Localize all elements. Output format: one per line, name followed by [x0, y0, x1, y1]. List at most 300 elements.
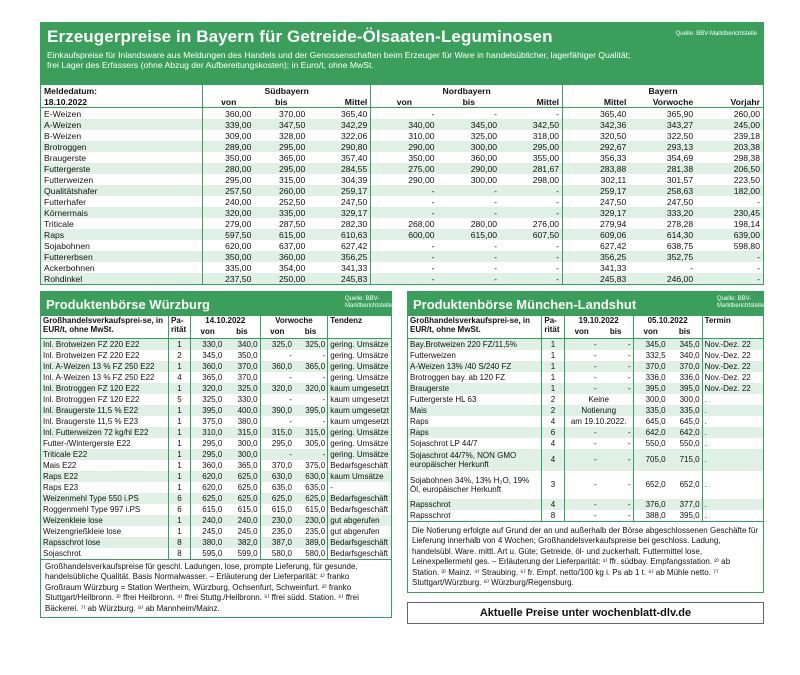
price-cell: 340,0	[668, 350, 702, 361]
product-name: Sojaschrot 44/7%, NON GMO europäischer Herkunft	[408, 449, 542, 471]
table-row	[41, 218, 763, 229]
price-cell: 395,0	[294, 405, 328, 416]
price-cell: 335,00	[203, 262, 255, 273]
price-cell: -	[438, 262, 501, 273]
price-cell: 375,0	[294, 460, 328, 471]
price-cell: 345,0	[191, 350, 225, 361]
price-cell: 342,50	[500, 119, 563, 130]
muenchen-title: Produktenbörse München-Landshut	[413, 297, 637, 312]
price-cell: 356,25	[563, 251, 630, 262]
product-name: Triticale E22	[41, 449, 169, 460]
erzeugerpreise-panel	[40, 22, 764, 285]
table-row	[41, 152, 763, 163]
price-cell: 281,38	[629, 163, 696, 174]
price-cell: 258,63	[629, 185, 696, 196]
product-name: Rohdinkel	[41, 273, 203, 284]
price-cell: 320,0	[260, 383, 294, 394]
price-cell: 625,0	[260, 493, 294, 504]
price-cell: 550,0	[633, 438, 667, 449]
price-cell: 280,00	[203, 163, 255, 174]
product-name: E-Weizen	[41, 108, 203, 120]
price-cell: 278,28	[629, 218, 696, 229]
price-cell: 298,00	[500, 174, 563, 185]
price-cell: 395,0	[633, 383, 667, 394]
price-cell: 320,50	[563, 130, 630, 141]
price-cell: 350,00	[203, 251, 255, 262]
table-row	[41, 537, 391, 548]
price-cell: -	[599, 427, 633, 438]
table-row	[408, 394, 763, 405]
price-cell: -	[260, 416, 294, 427]
price-cell: -	[438, 207, 501, 218]
product-name: B-Weizen	[41, 130, 203, 141]
price-cell: 597,50	[203, 229, 255, 240]
status-cell: gering. Umsätze	[328, 427, 391, 438]
table-row	[41, 273, 763, 284]
price-cell: 370,0	[224, 361, 260, 372]
product-name: Futtergerste	[41, 163, 203, 174]
status-cell: .	[702, 449, 763, 471]
price-cell: 2	[542, 405, 564, 416]
table-row	[41, 460, 391, 471]
wuerzburg-date-header: 14.10.2022	[191, 316, 261, 327]
status-cell: -	[328, 482, 391, 493]
price-cell: -	[500, 185, 563, 196]
status-cell: gering. Umsätze	[328, 361, 391, 372]
price-cell: 627,42	[308, 240, 371, 251]
price-cell: 290,00	[438, 163, 501, 174]
price-cell: 295,0	[191, 438, 225, 449]
price-cell: 259,17	[308, 185, 371, 196]
price-cell: 360,0	[260, 361, 294, 372]
product-name: Rapsschrot	[408, 499, 542, 510]
product-name: Raps E22	[41, 471, 169, 482]
price-cell: 360,00	[254, 251, 308, 262]
status-cell: gering. Umsätze	[328, 438, 391, 449]
aktuelle-preise-link[interactable]: Aktuelle Preise unter wochenblatt-dlv.de	[407, 602, 764, 624]
price-cell: 310,00	[371, 130, 438, 141]
table-row	[41, 108, 763, 120]
product-name: Raps	[41, 229, 203, 240]
muenchen-source: Quelle: BBV-Marktberichtstelle	[717, 296, 765, 309]
col-header: Mittel	[308, 96, 371, 108]
erzeugerpreise-description: Einkaufspreise für Inlandsware aus Meldungen des Handels und der Genossenschaften beim Erzeuger für Ware in handelsüblicher, lagerfähiger Qualität; frei Lager des Erfassers (ohne Abzug der Aufbereitungskosten); in Euro/t, ohne MwSt.	[47, 50, 631, 70]
col-von: von	[191, 327, 225, 339]
table-row	[41, 339, 391, 351]
price-cell: 365,40	[563, 108, 630, 120]
product-name: Weizenkleie lose	[41, 515, 169, 526]
price-cell: -	[294, 449, 328, 460]
product-name: Futtergerste HL 63	[408, 394, 542, 405]
price-cell: 615,0	[191, 504, 225, 515]
price-cell: 370,0	[224, 372, 260, 383]
price-cell: 1	[542, 350, 564, 361]
price-cell: 1	[169, 471, 191, 482]
product-name: Raps	[408, 416, 542, 427]
price-cell: -	[564, 499, 598, 510]
product-name: Roggenmehl Type 997 i.PS	[41, 504, 169, 515]
price-cell: 1	[542, 372, 564, 383]
price-cell: 4	[542, 449, 564, 471]
price-cell: 280,00	[438, 218, 501, 229]
price-cell: 342,29	[308, 119, 371, 130]
price-cell: 260,00	[254, 185, 308, 196]
price-cell: 8	[169, 537, 191, 548]
price-cell: 382,0	[224, 537, 260, 548]
product-name: Sojabohnen 34%, 13% H₂O, 19% Öl, europäischer Herkunft	[408, 471, 542, 499]
erzeugerpreise-source: Quelle: BBV-Marktberichtstelle	[675, 31, 757, 37]
product-name: Sojabohnen	[41, 240, 203, 251]
price-cell: 395,0	[668, 383, 702, 394]
product-name: Inl. Braugerste 11,5 % E22	[41, 405, 169, 416]
price-cell: 2	[169, 350, 191, 361]
price-cell: 4	[169, 372, 191, 383]
table-row	[408, 427, 763, 438]
product-name: Qualitätshafer	[41, 185, 203, 196]
status-cell: .	[702, 499, 763, 510]
price-cell: 320,0	[294, 383, 328, 394]
price-cell: 223,50	[696, 174, 763, 185]
wuerzburg-title: Produktenbörse Würzburg	[46, 297, 210, 312]
price-cell: -	[696, 262, 763, 273]
price-cell: -	[564, 438, 598, 449]
table-row	[41, 130, 763, 141]
table-row	[41, 361, 391, 372]
table-row	[41, 548, 391, 559]
price-cell: 322,06	[308, 130, 371, 141]
table-row	[408, 361, 763, 372]
table-row	[408, 449, 763, 471]
price-cell: 268,00	[371, 218, 438, 229]
muenchen-table	[408, 316, 763, 521]
status-cell: .	[702, 438, 763, 449]
price-cell: 637,00	[254, 240, 308, 251]
price-cell: 580,0	[260, 548, 294, 559]
price-cell: 550,0	[668, 438, 702, 449]
product-name: Mais E22	[41, 460, 169, 471]
table-row	[41, 251, 763, 262]
product-name: Sojaschrot	[41, 548, 169, 559]
price-cell: am 19.10.2022.	[564, 416, 633, 427]
price-cell: 330,0	[224, 394, 260, 405]
price-cell: 293,13	[629, 141, 696, 152]
price-cell: -	[371, 108, 438, 120]
price-cell: 4	[542, 416, 564, 427]
price-cell: 298,38	[696, 152, 763, 163]
price-cell: 365,0	[294, 361, 328, 372]
erzeugerpreise-table	[41, 85, 763, 284]
table-row	[408, 350, 763, 361]
table-row	[41, 185, 763, 196]
group-nordbayern: Nordbayern	[371, 85, 563, 96]
muenchen-termin-header: Termin	[702, 316, 763, 339]
price-cell: -	[260, 372, 294, 383]
price-cell: 203,38	[696, 141, 763, 152]
price-cell: 250,00	[254, 273, 308, 284]
price-cell: -	[599, 449, 633, 471]
price-cell: 325,0	[191, 394, 225, 405]
price-cell: 320,0	[191, 383, 225, 394]
price-cell: 300,00	[438, 141, 501, 152]
price-cell: 335,0	[668, 405, 702, 416]
product-name: A-Weizen 13% /40 S/240 FZ	[408, 361, 542, 372]
price-cell: 615,0	[294, 504, 328, 515]
price-cell: 309,00	[203, 130, 255, 141]
product-name: Futterhafer	[41, 196, 203, 207]
price-cell: 328,00	[254, 130, 308, 141]
table-row	[41, 504, 391, 515]
muenchen-header	[408, 292, 763, 316]
price-cell: 625,0	[224, 471, 260, 482]
price-cell: 350,00	[371, 152, 438, 163]
price-cell: 336,0	[633, 372, 667, 383]
table-row	[41, 174, 763, 185]
price-cell: -	[564, 361, 598, 372]
price-cell: 345,00	[438, 119, 501, 130]
price-cell: -	[438, 240, 501, 251]
erzeugerpreise-title: Erzeugerpreise in Bayern für Getreide-Ölsaaten-Leguminosen	[47, 27, 553, 46]
price-cell: 245,0	[224, 526, 260, 537]
price-cell: -	[500, 196, 563, 207]
price-cell: -	[260, 350, 294, 361]
price-cell: 295,0	[191, 449, 225, 460]
price-cell: 370,0	[260, 460, 294, 471]
price-cell: 365,0	[224, 460, 260, 471]
price-cell: 615,00	[254, 229, 308, 240]
price-cell: 295,0	[260, 438, 294, 449]
price-cell: 2	[542, 394, 564, 405]
status-cell: gering. Umsätze	[328, 350, 391, 361]
price-cell: 281,67	[500, 163, 563, 174]
table-row	[41, 240, 763, 251]
price-cell: 1	[169, 416, 191, 427]
price-cell: 580,0	[294, 548, 328, 559]
price-cell: 1	[169, 427, 191, 438]
price-cell: 300,00	[438, 174, 501, 185]
price-cell: 305,0	[294, 438, 328, 449]
price-cell: 300,0	[224, 449, 260, 460]
price-cell: 276,00	[500, 218, 563, 229]
price-cell: 300,0	[224, 438, 260, 449]
muenchen-prev-header: 05.10.2022	[633, 316, 702, 327]
price-cell: 625,0	[191, 493, 225, 504]
table-row	[41, 119, 763, 130]
price-cell: 352,75	[629, 251, 696, 262]
table-row	[408, 372, 763, 383]
price-cell: 300,0	[633, 394, 667, 405]
price-cell: 295,00	[254, 163, 308, 174]
price-cell: 206,50	[696, 163, 763, 174]
price-cell: 630,0	[294, 471, 328, 482]
price-cell: 342,36	[563, 119, 630, 130]
price-cell: 1	[542, 361, 564, 372]
product-name: Sojaschrot LP 44/7	[408, 438, 542, 449]
price-cell: -	[599, 499, 633, 510]
price-cell: 1	[169, 339, 191, 351]
price-cell: 652,0	[668, 471, 702, 499]
price-cell: -	[371, 207, 438, 218]
product-name: Rapsschrot lose	[41, 537, 169, 548]
price-cell: 354,69	[629, 152, 696, 163]
price-cell: -	[438, 251, 501, 262]
price-cell: 360,00	[203, 108, 255, 120]
table-row	[41, 482, 391, 493]
price-cell: -	[371, 262, 438, 273]
table-row	[408, 471, 763, 499]
meldedatum-label: Meldedatum:	[44, 85, 97, 96]
product-name: Inl. Futterweizen 72 kg/hl E22	[41, 427, 169, 438]
price-cell: 310,0	[191, 427, 225, 438]
price-cell: 357,40	[308, 152, 371, 163]
wuerzburg-prev-header: Vorwoche	[260, 316, 328, 327]
price-cell: -	[260, 449, 294, 460]
group-bayern: Bayern	[563, 85, 763, 96]
price-cell: 6	[169, 504, 191, 515]
table-row	[41, 196, 763, 207]
price-cell: -	[599, 510, 633, 521]
product-name: Weizengrießkleie lose	[41, 526, 169, 537]
price-cell: 295,00	[254, 141, 308, 152]
status-cell: kaum umgesetzt	[328, 416, 391, 427]
price-cell: -	[564, 372, 598, 383]
price-cell: 239,18	[696, 130, 763, 141]
wuerzburg-header	[41, 292, 391, 316]
price-cell: 230,0	[260, 515, 294, 526]
price-cell: 1	[169, 383, 191, 394]
product-name: Inl. Brotweizen FZ 220 E22	[41, 350, 169, 361]
price-cell: 705,0	[633, 449, 667, 471]
price-cell: 388,0	[633, 510, 667, 521]
price-cell: 304,39	[308, 174, 371, 185]
status-cell: kaum umgesetzt	[328, 394, 391, 405]
price-cell: 360,00	[438, 152, 501, 163]
price-cell: 1	[169, 405, 191, 416]
price-cell: 240,0	[191, 515, 225, 526]
price-cell: -	[500, 207, 563, 218]
status-cell: .	[702, 405, 763, 416]
price-cell: 240,0	[224, 515, 260, 526]
price-cell: -	[371, 240, 438, 251]
price-cell: 1	[542, 339, 564, 351]
status-cell: Nov.-Dez. 22	[702, 350, 763, 361]
price-cell: 1	[169, 482, 191, 493]
price-cell: -	[696, 251, 763, 262]
price-cell: 377,0	[668, 499, 702, 510]
table-row	[41, 383, 391, 394]
price-cell: 320,00	[203, 207, 255, 218]
status-cell: gering. Umsätze	[328, 372, 391, 383]
table-row	[408, 339, 763, 351]
price-cell: 333,20	[629, 207, 696, 218]
price-cell: -	[371, 185, 438, 196]
table-row	[408, 383, 763, 394]
price-cell: 329,17	[308, 207, 371, 218]
price-cell: 230,45	[696, 207, 763, 218]
col-header: von	[203, 96, 255, 108]
price-cell: 607,50	[500, 229, 563, 240]
price-cell: 620,00	[203, 240, 255, 251]
status-cell: .	[702, 510, 763, 521]
price-cell: 360,0	[191, 460, 225, 471]
wuerzburg-note: Großhandelsverkaufspreise für geschl. Ladungen, lose, prompte Lieferung, für gesunde, handelsübliche Qualität. Basis Normalwasser. – Erläuterung der Lieferparität: ¹⁾ franko Großraum Würzburg = Station Wertheim, Würzburg, Ochsenfurt, Schweinfurt. ²⁾ franko Stuttgart/Heilbronn. ³⁾ ffrei Heilbronn. ⁴⁾ ffrei Stuttg./Heilbronn. ⁵⁾ ffrei südd. Station. ⁶⁾ ffrei Bäckerei. ⁷⁾ ab Würzburg. ⁸⁾ ab Mannheim/Mainz.	[41, 559, 391, 617]
price-cell: -	[500, 273, 563, 284]
price-cell: Keine	[564, 394, 633, 405]
price-cell: 282,30	[308, 218, 371, 229]
price-cell: 400,0	[224, 405, 260, 416]
price-cell: 341,33	[563, 262, 630, 273]
col-bis: bis	[224, 327, 260, 339]
price-cell: -	[564, 339, 598, 351]
price-cell: -	[260, 394, 294, 405]
price-cell: 235,0	[294, 526, 328, 537]
status-cell: Bedarfsgeschäft	[328, 460, 391, 471]
price-cell: 1	[169, 460, 191, 471]
product-name: Futterweizen	[41, 174, 203, 185]
status-cell: gut abgerufen	[328, 515, 391, 526]
table-row	[41, 405, 391, 416]
product-name: Inl. Brotweizen FZ 220 E22	[41, 339, 169, 351]
price-cell: 375,0	[191, 416, 225, 427]
price-cell: 395,0	[191, 405, 225, 416]
price-cell: 283,88	[563, 163, 630, 174]
product-name: Braugerste	[41, 152, 203, 163]
price-cell: -	[294, 372, 328, 383]
price-cell: 5	[169, 394, 191, 405]
col-header: bis	[438, 96, 501, 108]
price-cell: 315,00	[254, 174, 308, 185]
table-row	[41, 416, 391, 427]
table-row	[41, 493, 391, 504]
product-name: Inl. Braugerste 11,5 % E23	[41, 416, 169, 427]
price-cell: 240,00	[203, 196, 255, 207]
price-cell: -	[564, 449, 598, 471]
price-cell: 715,0	[668, 449, 702, 471]
col-header: Mittel	[563, 96, 630, 108]
price-cell: 390,0	[260, 405, 294, 416]
price-cell: -	[294, 416, 328, 427]
price-cell: 615,0	[260, 504, 294, 515]
price-cell: 1	[169, 361, 191, 372]
table-row	[41, 515, 391, 526]
price-cell: 620,0	[191, 471, 225, 482]
price-cell: 279,94	[563, 218, 630, 229]
price-cell: 599,0	[224, 548, 260, 559]
price-cell: 300,0	[668, 394, 702, 405]
price-cell: 365,40	[308, 108, 371, 120]
price-cell: -	[500, 108, 563, 120]
erzeugerpreise-header	[41, 23, 763, 85]
price-cell: 625,0	[224, 493, 260, 504]
price-cell: 595,0	[191, 548, 225, 559]
muenchen-note: Die Notierung erfolgte auf Grund der an und außerhalb der Börse abgeschlossenen Geschäfte für Lieferung innerhalb von 4 Wochen; Großhandelsverkaufspreise bei geschloss. Ladung, handelsübl. Ware. mittl. Art u. Güte; Getreide, öl- und zuckerhalt. Futtermittel lose, Leinexpellermehl ges. – Erläuterung der Lieferparität: ¹⁾ ffr. südbay. Empfangsstation. ²⁾ ab Station. ³⁾ Mainz. ⁴⁾ Straubing. ⁵⁾ fr. Empf. netto/100 kg i. Ps ab 1 t. ⁶⁾ ab Mühle netto. ⁷⁾ Stuttgart/Würzburg. ⁸⁾ Würzburg/Regensburg.	[408, 521, 763, 592]
status-cell: .	[702, 394, 763, 405]
table-row	[408, 499, 763, 510]
price-cell: 635,0	[260, 482, 294, 493]
price-cell: -	[500, 240, 563, 251]
wuerzburg-product-header: Großhandelsverkaufsprei-se, in EUR/t, ohne MwSt.	[41, 316, 169, 339]
col-header: Vorjahr	[696, 96, 763, 108]
price-cell: 1	[169, 526, 191, 537]
product-name: Triticale	[41, 218, 203, 229]
price-cell: -	[696, 273, 763, 284]
status-cell: Nov.-Dez. 22	[702, 383, 763, 394]
price-cell: 257,50	[203, 185, 255, 196]
price-cell: 182,00	[696, 185, 763, 196]
wuerzburg-tendenz-header: Tendenz	[328, 316, 391, 339]
price-cell: 395,0	[668, 510, 702, 521]
wuerzburg-panel	[40, 291, 392, 618]
price-cell: 245,00	[696, 119, 763, 130]
